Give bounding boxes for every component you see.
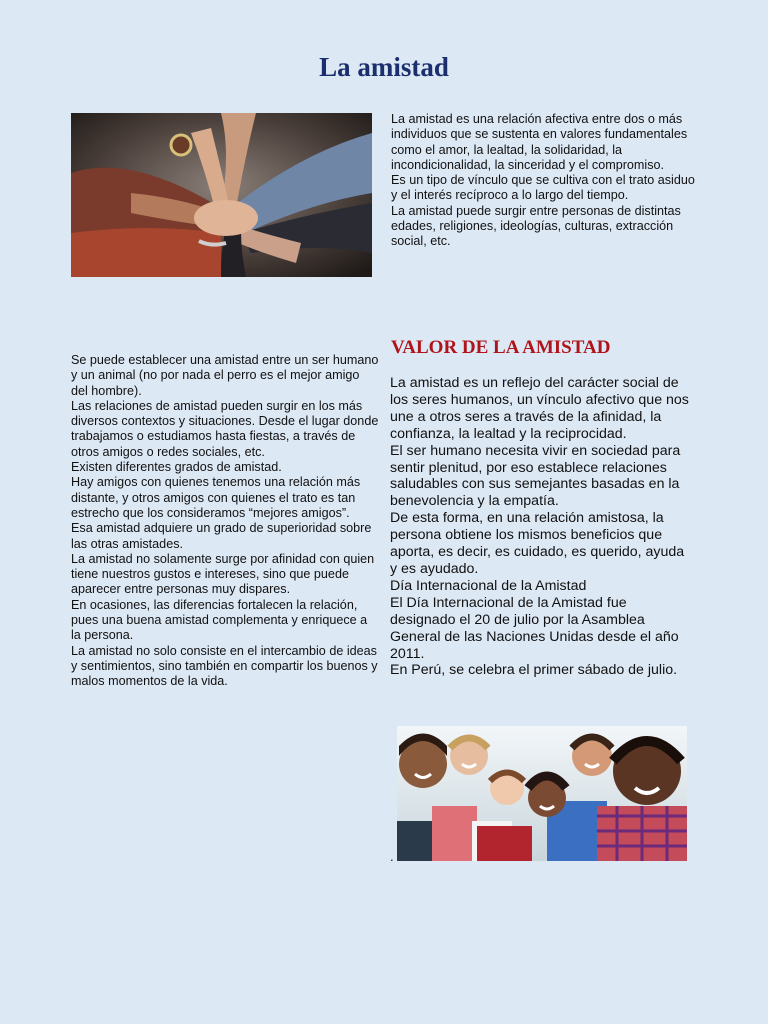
page-title: La amistad — [319, 52, 449, 82]
left-paragraph: En ocasiones, las diferencias fortalecen la relación, pues una buena amistad complementa y enriquece a la persona. — [71, 597, 368, 643]
valor-paragraph: El Día Internacional de la Amistad fue designado el 20 de julio por la Asamblea General de las Naciones Unidas desde el año 2011. — [390, 594, 679, 662]
intro-paragraph: Es un tipo de vínculo que se cultiva con el trato asiduo y el interés recíproco a lo largo del tiempo. — [391, 173, 695, 203]
section-heading: VALOR DE LA AMISTAD — [391, 337, 611, 358]
intro-paragraph: La amistad es una relación afectiva entre dos o más individuos que se sustenta en valores fundamentales como el amor, la lealtad, la solidaridad, la incondicionalidad, la sinceridad y el compromiso. — [391, 112, 688, 172]
intro-text — [391, 112, 703, 250]
valor-paragraph: De esta forma, en una relación amistosa, la persona obtiene los mismos beneficios que aporta, es decir, es cuidado, es querido, ayuda y es ayudado. — [390, 510, 685, 577]
valor-paragraph: Día Internacional de la Amistad — [390, 577, 587, 594]
left-paragraph: Existen diferentes grados de amistad. — [71, 460, 282, 475]
left-paragraph: Hay amigos con quienes tenemos una relación más distante, y otros amigos con quienes el trato es tan estrecho que los consideramos “mejores amigos”. — [71, 475, 361, 520]
trailing-mark: . — [390, 849, 394, 864]
valor-paragraph: El ser humano necesita vivir en sociedad para sentir plenitud, por eso establece relaciones saludables con sus semejantes basadas en la benevolencia y la empatía. — [390, 442, 681, 510]
left-paragraph: Se puede establecer una amistad entre un ser humano y un animal (no por nada el perro es el mejor amigo del hombre). — [71, 353, 379, 398]
valor-paragraph: La amistad es un reflejo del carácter social de los seres humanos, un vínculo afectivo que nos une a otros seres a través de la afinidad, la confianza, la lealtad y la reciprocidad. — [390, 375, 689, 442]
left-paragraph: La amistad no solamente surge por afinidad con quien tiene nuestros gustos e intereses, sino que puede aparecer entre personas muy dispares. — [71, 551, 375, 597]
hands-together-photo — [71, 113, 372, 277]
left-paragraph: Esa amistad adquiere un grado de superioridad sobre las otras amistades. — [71, 521, 372, 551]
intro-paragraph: La amistad puede surgir entre personas de distintas edades, religiones, ideologías, culturas, extracción social, etc. — [391, 203, 681, 249]
valor-paragraph: En Perú, se celebra el primer sábado de julio. — [390, 662, 678, 679]
left-paragraph: La amistad no solo consiste en el intercambio de ideas y sentimientos, sino también en compartir los buenos y malos momentos de la vida. — [71, 643, 378, 689]
left-paragraph: Las relaciones de amistad pueden surgir en los más diversos contextos y situaciones. Desde el lugar donde trabajamos o estudiamos hasta fiestas, a través de otros amigos o redes sociales, etc. — [71, 398, 379, 459]
valor-text — [390, 375, 695, 679]
left-column-text — [71, 353, 379, 690]
children-group-photo — [397, 726, 687, 861]
